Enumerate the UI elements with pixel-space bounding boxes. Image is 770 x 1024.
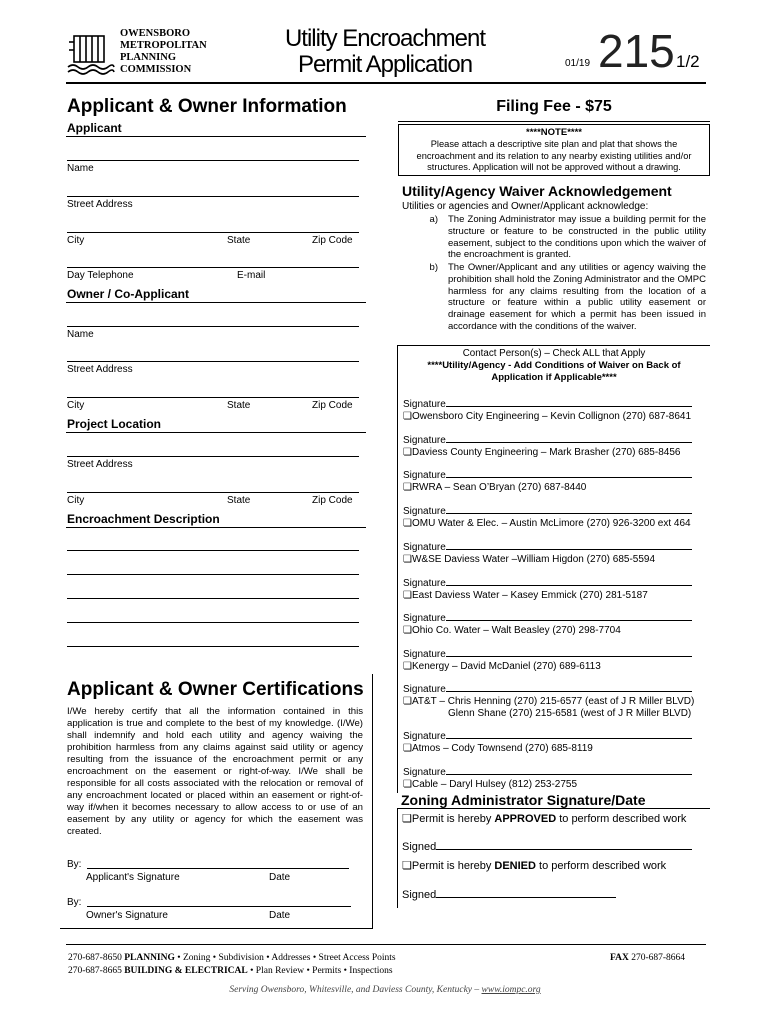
footer-planning: [68, 953, 396, 963]
signature-field[interactable]: [446, 433, 692, 443]
contact-rwra[interactable]: [403, 468, 703, 494]
contact-text: Owensboro City Engineering – Kevin Collignon (270) 687-8641: [411, 411, 692, 422]
org-line: COMMISSION: [120, 64, 192, 75]
description-line[interactable]: [67, 550, 359, 551]
conditions-line: ****Utility/Agency - Add Conditions of Waiver on Back of: [427, 360, 681, 371]
contact-text: East Daviess Water – Kasey Emmick (270) 281-5187: [411, 590, 648, 601]
footer-phone: 270-687-8665: [68, 966, 122, 976]
footer-serving: [0, 985, 770, 995]
signature-label: Signature: [403, 542, 446, 553]
state-label: State: [227, 235, 251, 246]
filing-fee-rule: [398, 121, 710, 122]
certifications-heading: Applicant & Owner Certifications: [67, 679, 364, 700]
footer-building: [68, 966, 393, 976]
section-rule: [66, 302, 366, 303]
checkbox-icon[interactable]: ❏: [403, 447, 412, 458]
description-line[interactable]: [67, 646, 359, 647]
approved-text: Permit is hereby: [411, 813, 495, 825]
applicant-owner-heading: Applicant & Owner Information: [67, 96, 347, 117]
serving-text: Serving Owensboro, Whitesville, and Daviess County, Kentucky –: [229, 985, 482, 995]
contact-daviess-county-engineering[interactable]: [403, 433, 703, 459]
certifications-text: I/We hereby certify that all the information contained in this application is true and complete to the best of my knowledge. (I/We) shall indemnify and hold each utility and agency waiving the prohibition harmless from any claims against said utility or agency resulting from the issuance of the encroachment permit or any encroachment on the easement or right-of-way. I/We shall be responsible for all costs associated with the relocation or removal of any encroachment located or placed within an easement or right-of-way if/when it becomes necessary to allow access to or use of an easement by any utility or agency for which the easement was created.: [67, 706, 363, 837]
checkbox-icon[interactable]: ❏: [403, 779, 412, 790]
org-line: PLANNING: [120, 52, 177, 63]
contact-rule: [398, 345, 710, 346]
item-marker: a): [429, 214, 438, 225]
item-text: The Zoning Administrator may issue a building permit for the structure or feature to be constructed in the public utility easement, subject to the conditions upon which the waiver of the encroachment is granted.: [448, 214, 706, 261]
contact-att[interactable]: [403, 682, 703, 720]
footer-services: • Zoning • Subdivision • Addresses • Street Access Points: [174, 953, 396, 963]
project-street-field[interactable]: [67, 456, 359, 457]
website-link[interactable]: www.iompc.org: [481, 985, 541, 995]
contact-text-secondary: Glenn Shane (270) 215-6581 (west of J R Miller BLVD): [448, 708, 692, 719]
denied-text-end: to perform described work: [535, 860, 667, 872]
city-label: City: [67, 235, 85, 246]
section-rule: [66, 136, 366, 137]
zoning-rule: [398, 808, 710, 809]
signature-label: Signature: [403, 506, 446, 517]
project-city-field[interactable]: [67, 492, 359, 493]
zoning-box: [397, 808, 398, 908]
signature-label: Signature: [403, 578, 446, 589]
checkbox-icon[interactable]: ❏: [403, 518, 412, 529]
contact-east-daviess-water[interactable]: [403, 576, 703, 602]
approved-text-end: to perform described work: [556, 813, 687, 825]
project-city-label: City: [67, 495, 85, 506]
signature-label: Signature: [403, 767, 446, 778]
contact-line: Contact Person(s) – Check ALL that Apply: [462, 348, 646, 359]
footer-dept: BUILDING & ELECTRICAL: [124, 966, 248, 976]
permit-denied-option[interactable]: [402, 859, 666, 872]
checkbox-icon[interactable]: ❏: [403, 661, 412, 672]
approved-signed-field[interactable]: [436, 840, 692, 850]
project-state-label: State: [227, 495, 251, 506]
denied-text: Permit is hereby: [411, 860, 495, 872]
description-line[interactable]: [67, 574, 359, 575]
form-date: 01/19: [565, 58, 591, 69]
signature-label: Signature: [403, 649, 446, 660]
page-number: 1/2: [676, 52, 700, 71]
signature-label: Signature: [403, 684, 446, 695]
waiver-intro: Utilities or agencies and Owner/Applicant acknowledge:: [402, 201, 649, 212]
applicant-heading: Applicant: [67, 121, 122, 135]
signature-field[interactable]: [446, 468, 692, 478]
owner-state-label: State: [227, 400, 251, 411]
filing-fee-title: Filing Fee - $75: [496, 98, 612, 115]
page-title: [270, 26, 500, 78]
org-name: [120, 28, 207, 76]
conditions-line: Application if Applicable****: [491, 372, 617, 383]
signature-label: Signature: [403, 613, 446, 624]
email-label: E-mail: [237, 270, 266, 281]
contact-owensboro-city-engineering[interactable]: [403, 397, 703, 423]
owner-signature-label: Owner's Signature: [86, 910, 168, 921]
street-field[interactable]: [67, 196, 359, 197]
fax-number: 270-687-8664: [628, 953, 686, 963]
footer-fax: [610, 953, 685, 963]
checkbox-icon[interactable]: ❏: [402, 813, 412, 825]
org-line: OWENSBORO: [120, 28, 191, 39]
by-label: By:: [67, 859, 82, 870]
org-line: METROPOLITAN: [120, 40, 207, 51]
contact-text: AT&T – Chris Henning (270) 215-6577 (east of J R Miller BLVD): [411, 696, 695, 707]
zoning-heading: Zoning Administrator Signature/Date: [401, 792, 646, 808]
project-location-heading: Project Location: [67, 417, 162, 431]
contact-ohio-co-water[interactable]: [403, 611, 703, 637]
checkbox-icon[interactable]: ❏: [403, 625, 412, 636]
section-rule: [66, 432, 366, 433]
footer-services: • Plan Review • Permits • Inspections: [247, 966, 393, 976]
owner-street-field[interactable]: [67, 361, 359, 362]
signature-field[interactable]: [446, 611, 692, 621]
owner-city-field[interactable]: [67, 397, 359, 398]
checkbox-icon[interactable]: ❏: [403, 743, 412, 754]
owner-heading: Owner / Co-Applicant: [67, 287, 190, 301]
contact-text: Ohio Co. Water – Walt Beasley (270) 298-7704: [411, 625, 621, 636]
description-line[interactable]: [67, 598, 359, 599]
signature-field[interactable]: [446, 765, 692, 775]
title-line-2: Permit Application: [297, 51, 473, 78]
conditions-note: [398, 360, 710, 384]
note-body: Please attach a descriptive site plan and plat that shows the encroachment and its relation to any nearby existing utilities and/or structures. Application will not be approved without a drawing.: [416, 139, 692, 172]
date-label: Date: [269, 872, 291, 883]
signature-label: Signature: [403, 731, 446, 742]
section-rule: [66, 527, 366, 528]
checkbox-icon[interactable]: ❏: [403, 554, 412, 565]
checkbox-icon[interactable]: ❏: [403, 411, 412, 422]
encroachment-heading: Encroachment Description: [67, 512, 220, 526]
contact-text: Cable – Daryl Hulsey (812) 253-2755: [411, 779, 578, 790]
footer-divider: [66, 944, 706, 945]
owner-zip-label: Zip Code: [312, 400, 353, 411]
owner-city-label: City: [67, 400, 85, 411]
name-label: Name: [67, 163, 94, 174]
date-label: Date: [269, 910, 291, 921]
approved-keyword: APPROVED: [494, 813, 557, 825]
owner-signature-field[interactable]: [87, 906, 351, 907]
title-line-1: Utility Encroachment: [284, 25, 486, 52]
signature-field[interactable]: [446, 540, 692, 550]
denied-keyword: DENIED: [494, 860, 536, 872]
contacts-box-rule: [397, 345, 398, 793]
contact-text: OMU Water & Elec. – Austin McLimore (270) 926-3200 ext 464: [411, 518, 691, 529]
signed-label: Signed: [402, 841, 437, 853]
name-field[interactable]: [67, 160, 359, 161]
signature-label: Signature: [403, 435, 446, 446]
signature-label: Signature: [403, 470, 446, 481]
signature-field[interactable]: [446, 576, 692, 586]
description-line[interactable]: [67, 622, 359, 623]
denied-signed-row: [402, 888, 616, 901]
denied-signed-field[interactable]: [436, 888, 616, 898]
contact-cable[interactable]: [403, 765, 703, 791]
signature-field[interactable]: [446, 504, 692, 514]
checkbox-icon[interactable]: ❏: [403, 590, 412, 601]
footer-phone: 270-687-8650: [68, 953, 122, 963]
checkbox-icon[interactable]: ❏: [403, 696, 412, 707]
phone-label: Day Telephone: [67, 270, 134, 281]
contact-text: Kenergy – David McDaniel (270) 689-6113: [411, 661, 601, 672]
signature-field[interactable]: [446, 729, 692, 739]
approved-signed-row: [402, 840, 692, 853]
note-title: ****NOTE****: [526, 127, 582, 138]
contact-text: Atmos – Cody Townsend (270) 685-8119: [411, 743, 593, 754]
ompc-logo-icon: [66, 28, 116, 78]
checkbox-icon[interactable]: ❏: [402, 860, 412, 872]
contact-text: W&SE Daviess Water –William Higdon (270) 685-5594: [411, 554, 656, 565]
owner-street-label: Street Address: [67, 364, 133, 375]
contact-kenergy[interactable]: [403, 647, 703, 673]
phone-email-field[interactable]: [67, 267, 359, 268]
city-state-zip-field[interactable]: [67, 232, 359, 233]
permit-approved-option[interactable]: [402, 812, 686, 825]
item-text: The Owner/Applicant and any utilities or agency waiving the prohibition shall hold the Zoning Administrator and the OMPC harmless for any claims resulting from the location of a structure or feature within a public utility easement or drainage easement for which a permit has been issued in accordance with the conditions of the waiver.: [448, 262, 706, 332]
project-zip-label: Zip Code: [312, 495, 353, 506]
footer-dept: PLANNING: [124, 953, 175, 963]
contact-wse-daviess-water[interactable]: [403, 540, 703, 566]
street-label: Street Address: [67, 199, 133, 210]
owner-name-label: Name: [67, 329, 94, 340]
fax-label: FAX: [610, 953, 629, 963]
owner-name-field[interactable]: [67, 326, 359, 327]
contact-text: Daviess County Engineering – Mark Brasher (270) 685-8456: [411, 447, 681, 458]
contact-atmos[interactable]: [403, 729, 703, 755]
header-divider: [66, 82, 706, 84]
contact-text: RWRA – Sean O’Bryan (270) 687-8440: [411, 482, 587, 493]
project-street-label: Street Address: [67, 459, 133, 470]
checkbox-icon[interactable]: ❏: [403, 482, 412, 493]
applicant-signature-field[interactable]: [87, 868, 349, 869]
signature-field[interactable]: [446, 647, 692, 657]
waiver-heading: Utility/Agency Waiver Acknowledgement: [402, 183, 672, 199]
zip-label: Zip Code: [312, 235, 353, 246]
signature-field[interactable]: [446, 682, 692, 692]
form-number: 215: [598, 25, 675, 77]
signed-label: Signed: [402, 889, 437, 901]
contact-omu[interactable]: [403, 504, 703, 530]
item-marker: b): [429, 262, 438, 273]
signature-label: Signature: [403, 399, 446, 410]
signature-field[interactable]: [446, 397, 692, 407]
by-label: By:: [67, 897, 82, 908]
applicant-signature-label: Applicant's Signature: [86, 872, 180, 883]
